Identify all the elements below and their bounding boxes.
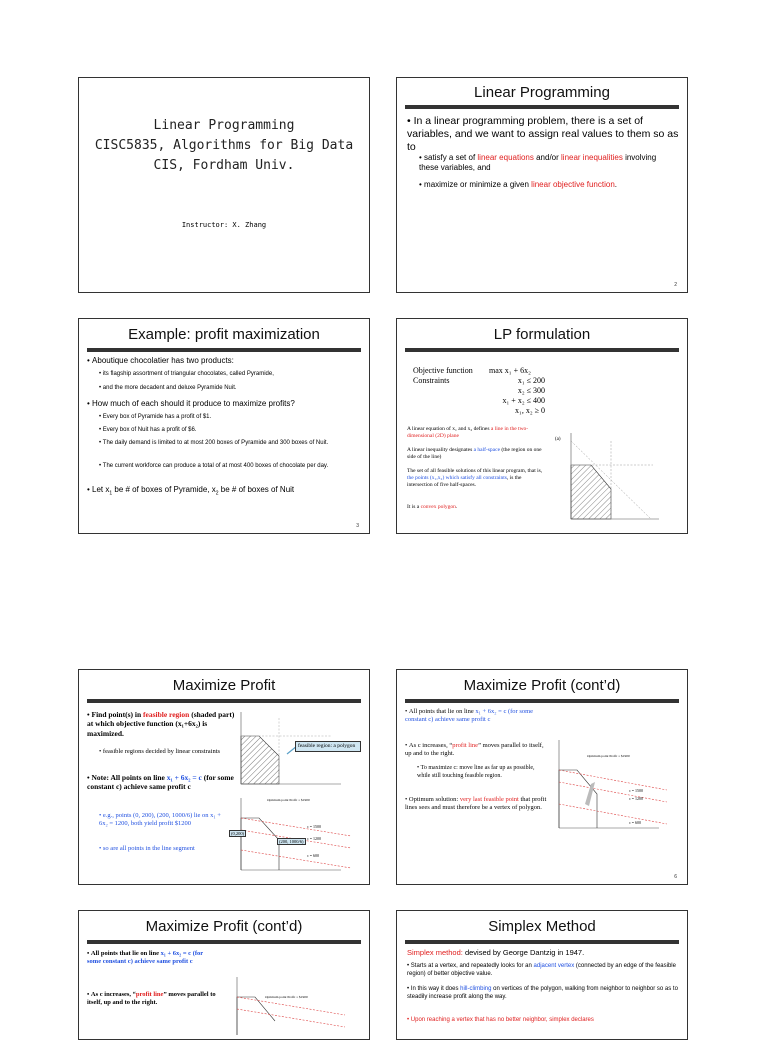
slide-8-bullet-1-c: (connected by an edge of the feasible region) of better objective value. bbox=[407, 963, 676, 977]
slide-6-c-1200: c = 1200 bbox=[629, 796, 644, 801]
slide-4-para-4 bbox=[407, 504, 547, 511]
slide-3-sub-5 bbox=[99, 440, 344, 448]
slide-3-sub-1 bbox=[99, 371, 359, 379]
slide-6 bbox=[396, 669, 688, 885]
slide-2-sub-1 bbox=[419, 153, 669, 173]
slide-3-sub-4 bbox=[99, 427, 359, 435]
slide-8-bullet-1-b: adjacent vertex bbox=[533, 963, 575, 969]
slide-4-para-1-a: A linear equation of x₁ and x₂ defines bbox=[407, 426, 491, 432]
slide-4-con-label: Constraints bbox=[413, 376, 450, 385]
slide-2-page-number: 2 bbox=[674, 282, 677, 288]
feasible-polygon bbox=[571, 465, 611, 519]
slide-7-bullet-2 bbox=[87, 991, 217, 1007]
slide-5-c-1500: c = 1500 bbox=[307, 824, 322, 829]
profit-line-1200 bbox=[559, 782, 667, 802]
slide-8 bbox=[396, 910, 688, 1040]
slide-4-para-4-b: convex polygon bbox=[420, 504, 456, 510]
slide-5-bullet-1 bbox=[87, 710, 237, 738]
slide-6-bullet-3 bbox=[405, 796, 550, 812]
slide-4-eq-1: max x₁ + 6x₂ bbox=[489, 366, 531, 375]
slide-7 bbox=[78, 910, 370, 1040]
slide-7-bullet-1-b: x₁ + 6x₂ = c (for some constant c) achieve same profit c bbox=[87, 950, 204, 966]
slide-4-eq-4: x₁ + x₂ ≤ 400 bbox=[502, 396, 545, 405]
slide-3-bullet-1 bbox=[87, 356, 363, 366]
slide-5-point-a: (0,200) bbox=[231, 831, 245, 836]
slide-2-sub-2 bbox=[419, 180, 679, 190]
slide-1-title bbox=[79, 116, 369, 176]
slide-5-point-b: (200, 1000/6) bbox=[279, 839, 304, 844]
feasible-polygon-outline bbox=[237, 997, 275, 1035]
slide-4-para-1-b: a line in the two-dimensional (2D) plane bbox=[407, 426, 529, 439]
slide-3-page-number: 3 bbox=[356, 523, 359, 529]
slide-2-title-rule bbox=[405, 105, 679, 109]
slide-2-sub-1-b: linear equations bbox=[477, 153, 534, 162]
slide-7-title: Maximize Profit (cont’d) bbox=[145, 918, 303, 935]
slide-5-sub-3-text: so are all points in the line segment bbox=[102, 845, 195, 852]
slide-4-para-1 bbox=[407, 426, 547, 440]
slide-8-bullet-2-b: hill-climbing bbox=[460, 986, 492, 992]
slide-1-title-line-1: Linear Programming bbox=[153, 118, 295, 133]
slide-5-c-1200: c = 1200 bbox=[307, 836, 322, 841]
slide-4-para-2 bbox=[407, 447, 547, 461]
slide-8-line-0-b: devised by George Dantzig in 1947. bbox=[462, 948, 585, 957]
slide-5-title: Maximize Profit bbox=[172, 677, 276, 694]
slide-5-sub-2-text: e.g., points (0, 200), (200, 1000/6) lie on x₁ + 6x₂ = 1200, both yield profit $1200 bbox=[99, 812, 221, 828]
slide-6-c-1500: c = 1500 bbox=[629, 788, 644, 793]
slide-2-sub-2-b: linear objective function bbox=[531, 180, 615, 189]
slide-6-bullet-3-a: Optimum solution: bbox=[408, 796, 460, 803]
slide-3-bullet-2-text: How much of each should it produce to maximize profits? bbox=[92, 399, 295, 408]
slide-7-bullet-1-a: All points that lie on line bbox=[90, 950, 161, 957]
slide-6-sub-1-text: To maximize c: move line as far up as possible, while still touching feasible region. bbox=[417, 765, 535, 779]
slide-3-title-rule bbox=[87, 348, 361, 352]
feasible-polygon-outline bbox=[241, 818, 279, 870]
profit-line-1500 bbox=[559, 770, 667, 790]
slide-2-sub-1-a: satisfy a set of bbox=[424, 153, 478, 162]
slide-5-sub-1 bbox=[99, 748, 229, 756]
slide-7-profit-lines-plot bbox=[225, 975, 365, 1035]
slide-8-line-0 bbox=[407, 948, 681, 957]
slide-8-title: Simplex Method bbox=[488, 918, 596, 935]
slide-4-para-4-c: . bbox=[455, 504, 458, 510]
slide-3-bullet-2 bbox=[87, 399, 363, 409]
slide-3-bullet-1-text: Aboutique chocolatier has two products: bbox=[92, 356, 234, 365]
slide-5-sub-1-text: feasible regions decided by linear constraints bbox=[102, 748, 221, 755]
slide-5-bullet-1-b: feasible region bbox=[143, 710, 190, 719]
slide-3-sub-4-text: Every box of Nuit has a profit of $6. bbox=[102, 427, 197, 433]
slide-8-bullet-3 bbox=[407, 1017, 681, 1025]
slide-6-bullet-3-b: very last feasible point bbox=[459, 796, 519, 803]
profit-line bbox=[237, 997, 345, 1015]
slide-3-sub-3 bbox=[99, 414, 359, 422]
slide-3-bullet-3-b: be # of boxes of Pyramide, x bbox=[112, 485, 216, 494]
slide-7-optimum-label: Optimum point Profit = $1900 bbox=[265, 995, 308, 999]
slide-4-para-4-a: It is a bbox=[407, 504, 421, 510]
slide-6-title-rule bbox=[405, 699, 679, 703]
slide-3-sub-2 bbox=[99, 385, 359, 393]
slide-3-sub-6 bbox=[99, 463, 344, 471]
slide-3-sub-6-text: The current workforce can produce a total of at most 400 boxes of chocolate per day. bbox=[102, 463, 329, 469]
slide-5-callout-text: feasible region: a polygon bbox=[298, 743, 356, 749]
slide-8-title-rule bbox=[405, 940, 679, 944]
slide-6-bullet-1-b: x₁ + 6x₂ = c (for some constant c) achieve same profit c bbox=[405, 708, 534, 724]
slide-4-para-2-b: a half-space bbox=[473, 447, 501, 453]
slide-4-eq-2: x₁ ≤ 200 bbox=[517, 376, 545, 385]
slide-7-bullet-1 bbox=[87, 950, 217, 966]
slide-5-bullet-2-b: x₁ + 6x₂ = c bbox=[166, 773, 202, 782]
slide-4-obj-label: Objective function bbox=[413, 366, 473, 375]
slide-3-sub-5-text: The daily demand is limited to at most 200 boxes of Pyramide and 300 boxes of Nuit. bbox=[102, 440, 329, 446]
slide-3-bullet-3-c: be # of boxes of Nuit bbox=[218, 485, 295, 494]
slide-3-sub-2-text: and the more decadent and deluxe Pyramide Nuit. bbox=[102, 385, 237, 391]
slide-4-para-3-c: , is the intersection of five half-spaces. bbox=[407, 474, 522, 488]
slide-6-c-600: c = 600 bbox=[629, 820, 642, 825]
slide-4-para-3-a: The set of all feasible solutions of this linear program, that is, bbox=[407, 468, 543, 474]
slide-8-bullet-1-a: Starts at a vertex, and repeatedly looks for an bbox=[410, 963, 534, 969]
slide-4-para-2-a: A linear inequality designates bbox=[407, 447, 474, 453]
slide-5-bullet-2-c: (for some constant c) achieve same profit c bbox=[87, 773, 234, 792]
slide-6-bullet-2-a: As c increases, “ bbox=[408, 742, 453, 749]
profit-line-1500 bbox=[241, 818, 351, 836]
slide-5-optimum-label: Optimum point Profit = $1900 bbox=[267, 798, 310, 802]
slide-1-title-line-2: CISC5835, Algorithms for Big Data bbox=[94, 138, 354, 153]
slide-4-fig-label: (a) bbox=[555, 437, 561, 442]
slide-8-bullet-1 bbox=[407, 963, 681, 978]
slide-7-bullet-2-b: profit line bbox=[135, 991, 164, 998]
slide-4-eq-3: x₂ ≤ 300 bbox=[517, 386, 545, 395]
slide-7-bullet-2-c: ” moves parallel to itself, up and to the right. bbox=[87, 991, 216, 1007]
slide-5-bullet-1-c: (shaded part) at which objective function (x₁+6x₂) is maximized. bbox=[87, 710, 235, 738]
slide-8-bullet-2-a: In this way it does bbox=[410, 986, 461, 992]
slide-3-sub-1-text: its flagship assortment of triangular chocolates, called Pyramide, bbox=[102, 371, 274, 377]
slide-3-bullet-3: • Let $x_1$ be # of boxes of Pyramide, $x_2$ be # of boxes of Nuit bbox=[87, 485, 363, 497]
slide-6-bullet-1-a: All points that lie on line bbox=[408, 708, 476, 715]
slide-8-bullet-2 bbox=[407, 986, 681, 1001]
slide-4-title: LP formulation bbox=[493, 326, 591, 343]
slide-5-c-600: c = 600 bbox=[307, 853, 320, 858]
slide-2-bullet-1 bbox=[407, 115, 679, 154]
slide-4-para-3 bbox=[407, 468, 547, 489]
profit-line bbox=[237, 1009, 345, 1027]
slide-6-optimum-label: Optimum point Profit = $1900 bbox=[587, 754, 630, 758]
slide-5-bullet-2-a: Note: All points on line bbox=[91, 773, 167, 782]
slide-5-bullet-2 bbox=[87, 773, 237, 792]
slide-5-sub-3 bbox=[99, 845, 229, 853]
slide-6-bullet-3-c: that profit lines sees and must therefore be a vertex of polygon. bbox=[405, 796, 547, 812]
slide-6-bullet-1 bbox=[405, 708, 550, 724]
profit-line-600 bbox=[241, 850, 351, 868]
slide-3-bullet-3-a: Let x bbox=[92, 485, 110, 494]
slide-3-title: Example: profit maximization bbox=[128, 326, 320, 343]
slide-2-sub-1-d: linear inequalities bbox=[561, 153, 623, 162]
slide-1-title-line-3: CIS, Fordham Univ. bbox=[153, 158, 295, 173]
slide-1 bbox=[78, 77, 370, 293]
slide-6-bullet-2-b: profit line bbox=[452, 742, 479, 749]
slide-8-line-0-a: Simplex method: bbox=[407, 948, 463, 957]
slide-8-bullet-3-text: Upon reaching a vertex that has no better neighbor, simplex declares bbox=[410, 1017, 594, 1023]
slide-4 bbox=[396, 318, 688, 534]
slide-4-eq-5: x₁, x₂ ≥ 0 bbox=[515, 406, 545, 415]
profit-line-600 bbox=[559, 804, 667, 824]
slide-6-bullet-2 bbox=[405, 742, 550, 758]
slide-4-para-2-c: (the region on one side of the line) bbox=[407, 447, 542, 460]
slide-4-title-rule bbox=[405, 348, 679, 352]
slide-5-title-rule bbox=[87, 699, 361, 703]
slide-5-callout bbox=[295, 741, 361, 752]
slide-6-sub-1 bbox=[417, 765, 542, 780]
slide-2-bullet-1-text: • In a linear programming problem, there is a set of variables, and we want to assign real values to them so as to bbox=[407, 115, 678, 153]
slide-7-bullet-2-a: As c increases, “ bbox=[90, 991, 136, 998]
slide-3-sub-3-text: Every box of Pyramide has a profit of $1. bbox=[102, 414, 212, 420]
slide-1-instructor: Instructor: X. Zhang bbox=[181, 221, 267, 229]
slide-6-page-number: 6 bbox=[674, 874, 677, 880]
slide-6-profit-lines-plot bbox=[547, 738, 687, 834]
slide-2-title: Linear Programming bbox=[474, 84, 610, 101]
slide-3 bbox=[78, 318, 370, 534]
slide-5 bbox=[78, 669, 370, 885]
slide-2-sub-1-c: and/or bbox=[533, 153, 562, 162]
slide-6-title: Maximize Profit (cont’d) bbox=[463, 677, 621, 694]
slide-5-bullet-1-a: Find point(s) in bbox=[91, 710, 143, 719]
slide-2-sub-1-e: involving these variables, and bbox=[419, 153, 657, 172]
slide-2-sub-2-a: maximize or minimize a given bbox=[424, 180, 532, 189]
slide-2 bbox=[396, 77, 688, 293]
slide-8-bullet-2-c: on vertices of the polygon, walking from neighbor to neighbor so as to steadily increase profit along the way. bbox=[407, 986, 678, 1000]
slide-7-title-rule bbox=[87, 940, 361, 944]
slide-4-para-3-b: the points (x₁,x₂) which satisfy all constraints bbox=[407, 474, 507, 481]
slide-5-sub-2 bbox=[99, 812, 229, 828]
feasible-polygon bbox=[241, 736, 279, 784]
feasible-polygon-outline bbox=[559, 770, 597, 828]
slide-2-sub-2-c: . bbox=[614, 180, 618, 189]
slide-4-feasible-region-plot bbox=[563, 431, 663, 527]
slide-6-bullet-2-c: ” moves parallel to itself, up and to the right. bbox=[405, 742, 544, 758]
